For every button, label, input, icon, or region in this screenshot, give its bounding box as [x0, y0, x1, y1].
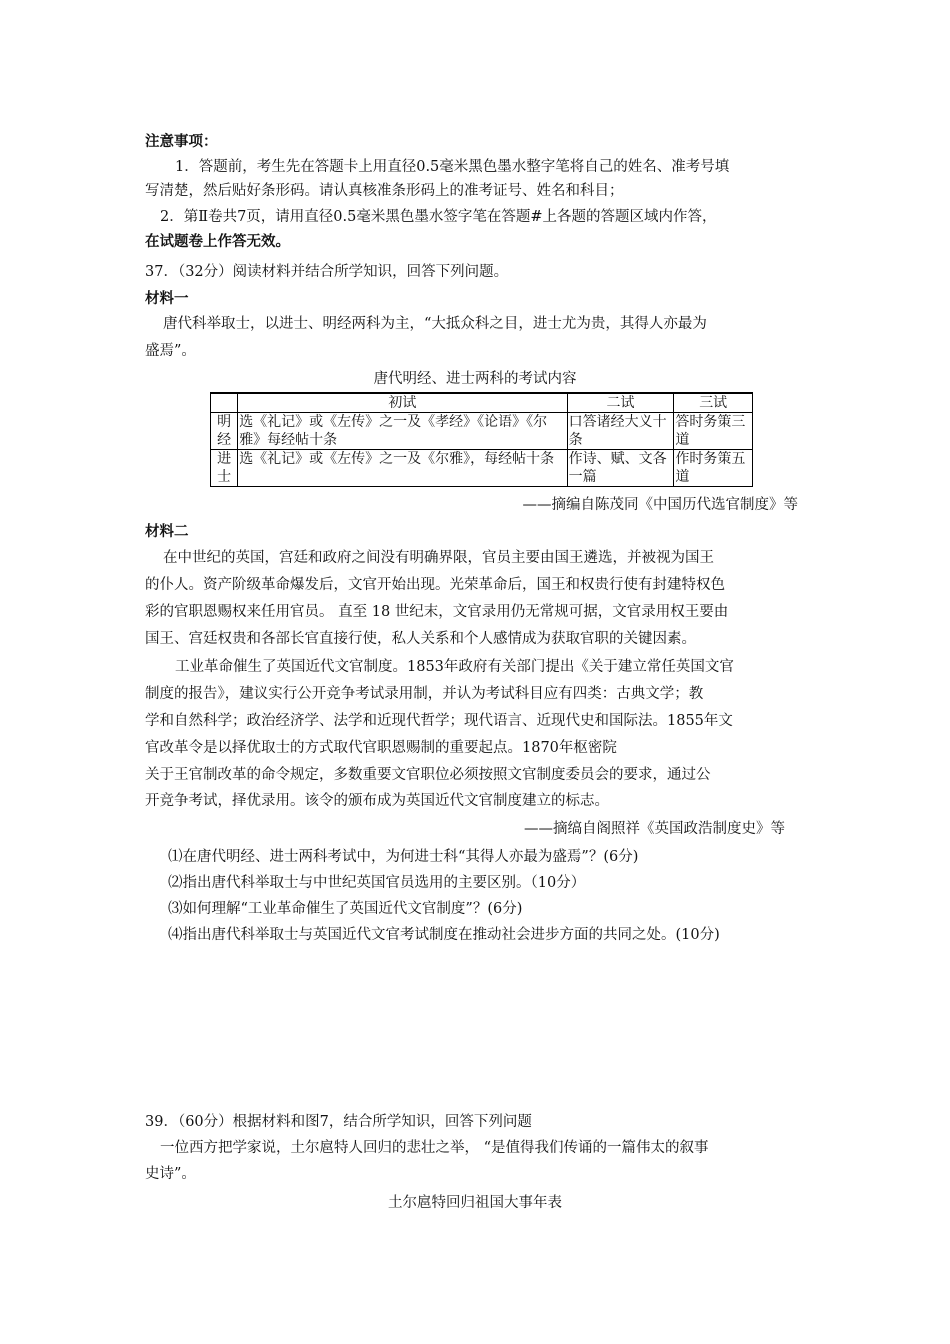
table-cell: 作时务策五道	[674, 450, 753, 487]
material-1-source: ——摘编自陈茂同《中国历代选官制度》等	[522, 497, 798, 513]
material-2-p2-line-4: 官改革令是以择优取士的方式取代官职恩赐制的重要起点。1870年枢密院	[145, 740, 617, 756]
notice-item-1-line-1: 1．答题前，考生先在答题卡上用直径0.5毫米黑色墨水整字笔将自己的姓名、准考号填	[175, 159, 730, 175]
table-cell-subject: 明经	[211, 413, 238, 450]
table-row	[211, 450, 753, 487]
material-2-p2-line-5: 关于王官制改革的命令规定，多数重要文官职位必须按照文官制度委员会的要求，通过公	[145, 767, 711, 783]
material-2-p2-line-1: 工业革命催生了英国近代文官制度。1853年政府有关部门提出《关于建立常任英国文官	[175, 659, 734, 675]
material-1-line-1: 唐代科举取士，以进士、明经两科为主，“大抵众科之目，进士尤为贵，其得人亦最为	[163, 316, 707, 332]
material-2-p1-line-2: 的仆人。资产阶级革命爆发后，文官开始出现。光荣革命后，国王和权贵行使有封建特权色	[145, 577, 725, 593]
exam-table-title: 唐代明经、进士两科的考试内容	[373, 371, 577, 387]
question-37-stem: 37．（32分）阅读材料并结合所学知识，回答下列问题。	[145, 264, 509, 280]
notice-title: 注意事项：	[145, 133, 218, 150]
table-cell: 口答诸经大义十条	[567, 413, 674, 450]
material-2-p1-line-3: 彩的官职恩赐权来任用官员。 直至 18 世纪末，文官录用仍无常规可据，文官录用权王要由	[145, 604, 729, 620]
material-2-heading: 材料二	[145, 523, 189, 540]
table-row	[211, 413, 753, 450]
table-cell: 作诗、赋、文各一篇	[567, 450, 674, 487]
table-header-cell: 三试	[674, 393, 753, 413]
table-header-cell: 二试	[567, 393, 674, 413]
question-39-stem: 39．（60分）根据材料和图7，结合所学知识，回答下列问题	[145, 1114, 532, 1130]
exam-content-table	[210, 392, 753, 487]
table-header-cell	[211, 393, 238, 413]
material-2-source: ——摘缟自阁照祥《英国政浩制度史》等	[524, 821, 785, 837]
material-2-p2-line-2: 制度的报告》，建议实行公开竞争考试录用制，并认为考试科目应有四类：古典文学；教	[145, 686, 704, 702]
table-cell: 选《礼记》或《左传》之一及《尔雅》，每经帖十条	[238, 450, 567, 487]
material-1-heading: 材料一	[145, 290, 189, 307]
question-37-sub-3: ⑶如何理解“工业革命催生了英国近代文官制度”？(6分)	[168, 901, 523, 917]
table-cell-subject: 进士	[211, 450, 238, 487]
material-2-p1-line-1: 在中世纪的英国，宫廷和政府之间没有明确界限，官员主要由国王遴选，并被视为国王	[163, 550, 714, 566]
table-cell: 答时务策三道	[674, 413, 753, 450]
material-2-p2-line-6: 开竞争考试，择优录用。该令的颁布成为英国近代文官制度建立的标志。	[145, 793, 609, 809]
material-1-line-2: 盛焉”。	[145, 343, 196, 359]
table-header-row	[211, 393, 753, 413]
material-2-p2-line-3: 学和自然科学；政治经济学、法学和近现代哲学；现代语言、近现代史和国际法。1855年文	[145, 713, 733, 729]
question-39-line-2: 史诗”。	[145, 1166, 196, 1182]
table-cell: 选《礼记》或《左传》之一及《孝经》《论语》《尔雅》每经帖十条	[238, 413, 567, 450]
notice-item-2-line-1: 2．第Ⅱ卷共7页，请用直径0.5毫米黑色墨水签字笔在答题#上各题的答题区域内作答，	[160, 209, 717, 225]
table-header-cell: 初试	[238, 393, 567, 413]
material-2-p1-line-4: 国王、宫廷权贵和各部长官直接行使，私人关系和个人感情成为获取官职的关键因素。	[145, 631, 696, 647]
notice-item-1-line-2: 写清楚，然后贴好条形码。请认真核准条形码上的准考证号、姓名和科目；	[145, 183, 624, 199]
question-37-sub-2: ⑵指出唐代科举取士与中世纪英国官员选用的主要区别。（10分）	[168, 875, 586, 891]
notice-item-2-line-2: 在试题卷上作答无效。	[145, 233, 290, 250]
question-37-sub-4: ⑷指出唐代科举取士与英国近代文官考试制度在推动社会进步方面的共同之处。(10分)	[168, 927, 720, 943]
question-39-table-title: 土尔扈特回归祖国大事年表	[388, 1195, 562, 1211]
question-37-sub-1: ⑴在唐代明经、进士两科考试中，为何进士科“其得人亦最为盛焉”？(6分)	[168, 849, 639, 865]
question-39-line-1: 一位西方把学家说，土尔扈特人回归的悲壮之举， “是值得我们传诵的一篇伟太的叙事	[160, 1140, 709, 1156]
